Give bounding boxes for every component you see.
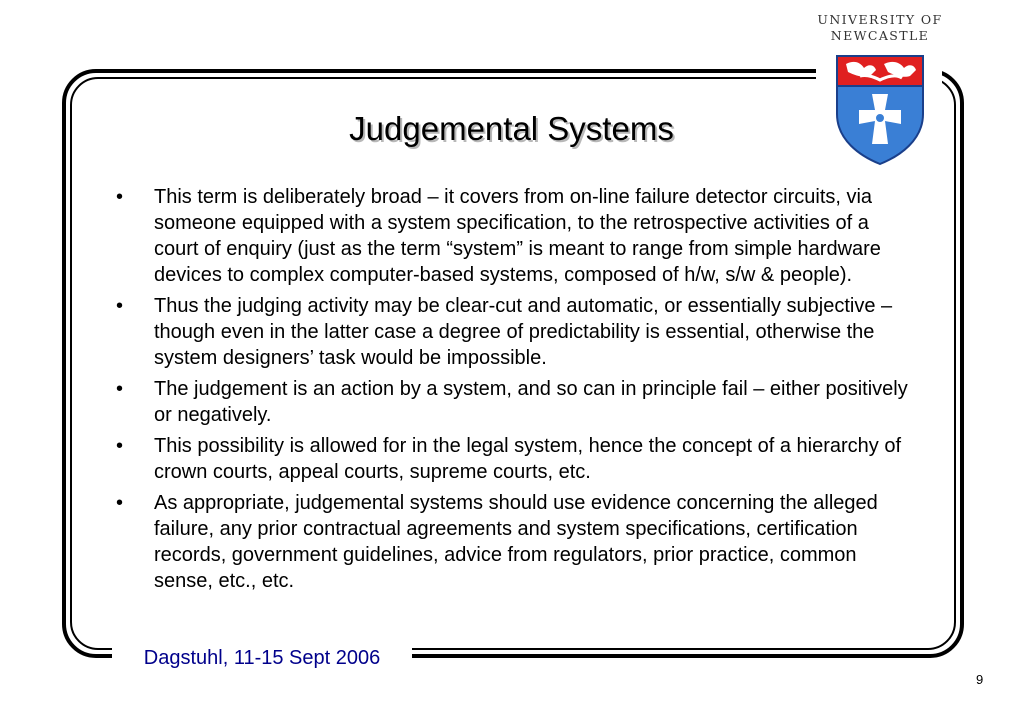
- bullet-text: The judgement is an action by a system, and so can in principle fail – either positively or negatively.: [154, 378, 908, 426]
- bullet-list: [116, 184, 916, 599]
- bullet-text: This possibility is allowed for in the legal system, hence the concept of a hierarchy of crown courts, appeal courts, supreme courts, etc.: [154, 435, 902, 483]
- university-shield-logo: [834, 52, 926, 166]
- slide-title: Judgemental Systems: [349, 110, 674, 147]
- bullet-text: As appropriate, judgemental systems should use evidence concerning the alleged failure, any prior contractual agreements and system specifications, certification records, government guidelines, advice from regulators, prior practice, common sense, etc., etc.: [154, 492, 878, 592]
- bullet-item: [116, 184, 916, 288]
- page-number: 9: [976, 672, 984, 687]
- bullet-icon: •: [116, 186, 124, 208]
- bullet-item: [116, 433, 916, 485]
- university-logo-text: [812, 12, 948, 44]
- bullet-text: This term is deliberately broad – it covers from on-line failure detector circuits, via someone equipped with a system specification, to the retrospective activities of a court of enquiry (just as the term “system” is meant to range from simple hardware devices to complex computer-based systems, composed of h/w, s/w & people).: [154, 186, 881, 286]
- bullet-icon: •: [116, 435, 124, 457]
- university-name-line2: NEWCASTLE: [830, 28, 930, 43]
- footer-event-text: Dagstuhl, 11-15 Sept 2006: [143, 647, 381, 669]
- bullet-icon: •: [116, 295, 124, 317]
- bullet-item: [116, 376, 916, 428]
- bullet-icon: •: [116, 378, 124, 400]
- bullet-item: [116, 293, 916, 371]
- bullet-item: [116, 490, 916, 594]
- university-name-line1: UNIVERSITY OF: [817, 12, 943, 27]
- bullet-text: Thus the judging activity may be clear-cut and automatic, or essentially subjective – though even in the latter case a degree of predictability is essential, otherwise the system designers’ task would be impossible.: [154, 295, 893, 369]
- bullet-icon: •: [116, 492, 124, 514]
